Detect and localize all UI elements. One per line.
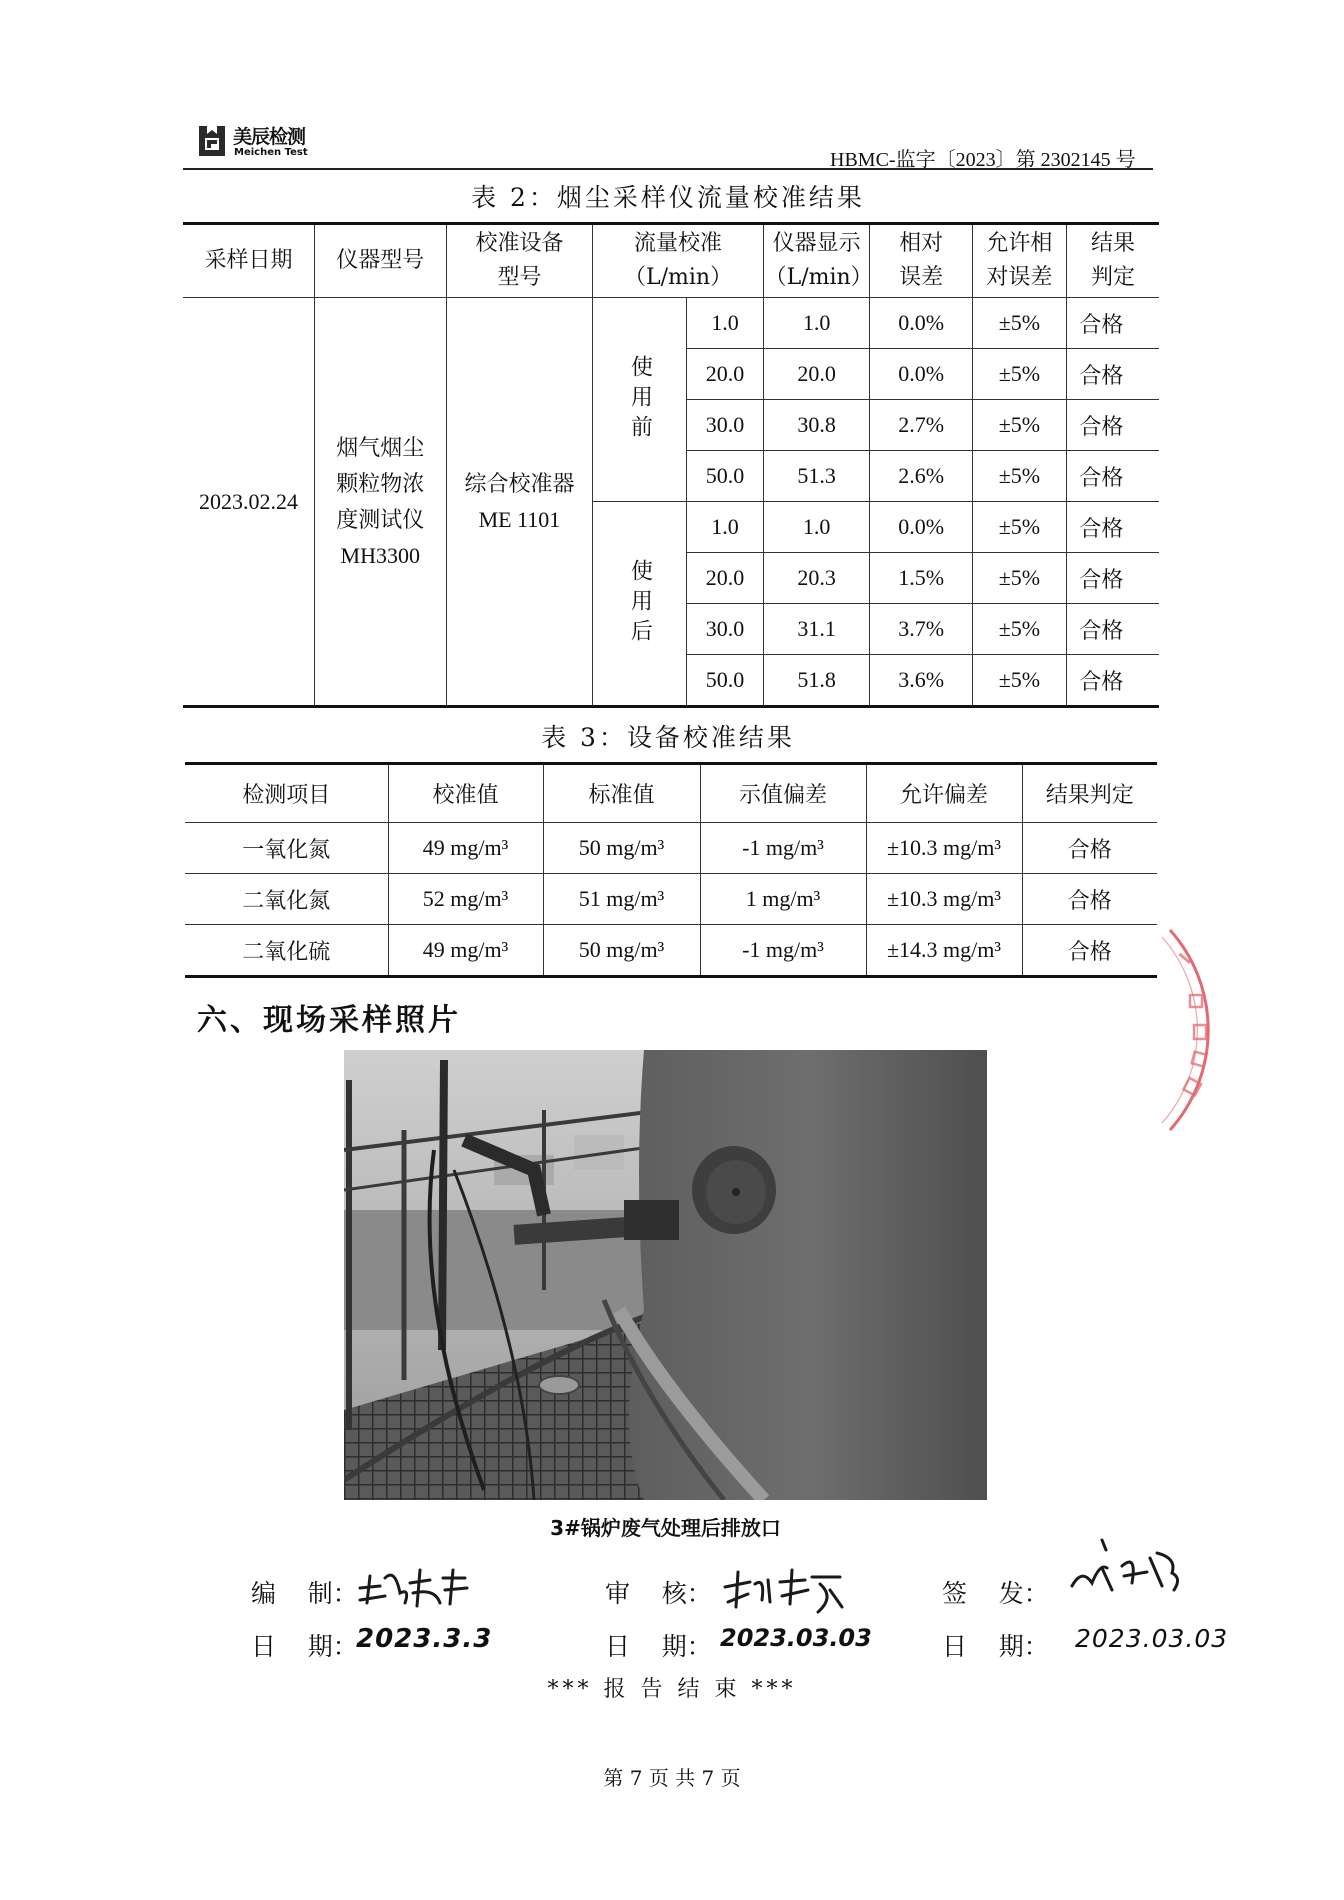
company-logo	[197, 120, 337, 164]
std-cell: 51 mg/m³	[543, 874, 700, 925]
table-row	[185, 874, 1157, 925]
trailing-cell	[1136, 553, 1159, 604]
cal-cell: 49 mg/m³	[388, 823, 543, 874]
section-title: 六、现场采样照片	[197, 1003, 461, 1038]
flow-cell: 50.0	[687, 655, 763, 707]
trailing-cell	[1136, 451, 1159, 502]
calibrator-model: 综合校准器ME 1101	[446, 298, 593, 707]
error-cell: 3.6%	[870, 655, 972, 707]
column-header: 结果判定	[1067, 224, 1159, 298]
allowed-cell: ±14.3 mg/m³	[866, 925, 1022, 977]
allowed-cell: ±5%	[972, 400, 1066, 451]
trailing-cell	[1136, 502, 1159, 553]
compiler-date: 2023.3.3	[356, 1624, 493, 1654]
result-cell: 合格	[1067, 655, 1136, 707]
allowed-cell: ±5%	[972, 298, 1066, 349]
equipment-calibration-table	[185, 762, 1157, 978]
column-header: 相对误差	[870, 224, 972, 298]
column-header: 示值偏差	[700, 764, 866, 823]
result-cell: 合格	[1067, 502, 1136, 553]
instrument-model: 烟气烟尘颗粒物浓度测试仪MH3300	[314, 298, 446, 707]
item-cell: 一氧化氮	[185, 823, 388, 874]
logo-chinese-name: 美辰检测	[233, 126, 306, 148]
flow-calibration-table	[183, 222, 1159, 708]
dev-cell: 1 mg/m³	[700, 874, 866, 925]
reviewer-date-label: 日 期：	[605, 1632, 712, 1661]
sampling-date: 2023.02.24	[183, 298, 314, 707]
column-header: 仪器显示（L/min）	[763, 224, 870, 298]
error-cell: 2.7%	[870, 400, 972, 451]
allowed-cell: ±10.3 mg/m³	[866, 823, 1022, 874]
display-cell: 1.0	[763, 502, 870, 553]
page-number: 第 7 页 共 7 页	[603, 1766, 741, 1790]
compiler-label: 编 制：	[251, 1579, 358, 1608]
flow-cell: 20.0	[687, 553, 763, 604]
item-cell: 二氧化氮	[185, 874, 388, 925]
allowed-cell: ±5%	[972, 553, 1066, 604]
display-cell: 31.1	[763, 604, 870, 655]
photo-caption: 3#锅炉废气处理后排放口	[550, 1516, 781, 1540]
allowed-cell: ±5%	[972, 349, 1066, 400]
issuer-signature-icon	[1062, 1538, 1192, 1598]
display-cell: 20.3	[763, 553, 870, 604]
error-cell: 2.6%	[870, 451, 972, 502]
column-header: 检测项目	[185, 764, 388, 823]
error-cell: 0.0%	[870, 349, 972, 400]
allowed-cell: ±5%	[972, 655, 1066, 707]
result-cell: 合格	[1067, 604, 1136, 655]
cal-cell: 49 mg/m³	[388, 925, 543, 977]
display-cell: 20.0	[763, 349, 870, 400]
result-cell: 合格	[1022, 925, 1157, 977]
display-cell: 30.8	[763, 400, 870, 451]
result-cell: 合格	[1067, 400, 1136, 451]
issuer-label: 签 发：	[942, 1579, 1049, 1608]
company-seal-icon	[1160, 925, 1230, 1135]
issuer-date: 2023.03.03	[1075, 1624, 1229, 1653]
column-header: 流量校准（L/min）	[593, 224, 763, 298]
report-number: HBMC-监字〔2023〕第 2302145 号	[830, 149, 1136, 171]
error-cell: 0.0%	[870, 502, 972, 553]
cal-cell: 52 mg/m³	[388, 874, 543, 925]
result-cell: 合格	[1022, 823, 1157, 874]
logo-english-name: Meichen Test	[234, 147, 308, 158]
compiler-signature-icon	[355, 1558, 475, 1610]
column-header: 采样日期	[183, 224, 314, 298]
issuer-date-label: 日 期：	[942, 1632, 1049, 1661]
table-row	[185, 823, 1157, 874]
column-header: 校准值	[388, 764, 543, 823]
flow-cell: 50.0	[687, 451, 763, 502]
column-header: 结果判定	[1022, 764, 1157, 823]
display-cell: 51.3	[763, 451, 870, 502]
column-header: 允许相对误差	[972, 224, 1066, 298]
table-header-row	[183, 224, 1159, 298]
reviewer-signature-icon	[720, 1562, 850, 1617]
table3-caption: 表 3：设备校准结果	[541, 723, 795, 752]
column-header: 允许偏差	[866, 764, 1022, 823]
trailing-cell	[1136, 604, 1159, 655]
table-row	[183, 298, 1159, 349]
allowed-cell: ±5%	[972, 502, 1066, 553]
after-use-label: 使用后	[593, 502, 687, 707]
logo-mark-icon	[197, 122, 227, 158]
trailing-cell	[1136, 655, 1159, 707]
item-cell: 二氧化硫	[185, 925, 388, 977]
sampling-site-photo	[344, 1050, 987, 1500]
compiler-date-label: 日 期：	[251, 1632, 358, 1661]
result-cell: 合格	[1067, 553, 1136, 604]
display-cell: 51.8	[763, 655, 870, 707]
column-header: 标准值	[543, 764, 700, 823]
trailing-cell	[1136, 349, 1159, 400]
column-header: 校准设备型号	[446, 224, 593, 298]
column-header: 仪器型号	[314, 224, 446, 298]
before-use-label: 使用前	[593, 298, 687, 502]
allowed-cell: ±5%	[972, 604, 1066, 655]
table-row	[185, 925, 1157, 977]
error-cell: 1.5%	[870, 553, 972, 604]
dev-cell: -1 mg/m³	[700, 925, 866, 977]
result-cell: 合格	[1067, 298, 1136, 349]
std-cell: 50 mg/m³	[543, 823, 700, 874]
table-header-row	[185, 764, 1157, 823]
error-cell: 3.7%	[870, 604, 972, 655]
std-cell: 50 mg/m³	[543, 925, 700, 977]
error-cell: 0.0%	[870, 298, 972, 349]
header-divider	[183, 168, 1153, 170]
trailing-cell	[1136, 298, 1159, 349]
reviewer-date: 2023.03.03	[720, 1624, 872, 1652]
flow-cell: 30.0	[687, 604, 763, 655]
flow-cell: 20.0	[687, 349, 763, 400]
allowed-cell: ±5%	[972, 451, 1066, 502]
flow-cell: 1.0	[687, 502, 763, 553]
reviewer-label: 审 核：	[605, 1579, 712, 1608]
table2-caption: 表 2：烟尘采样仪流量校准结果	[471, 183, 865, 212]
report-end-marker: *** 报 告 结 束 ***	[547, 1677, 797, 1702]
trailing-cell	[1136, 400, 1159, 451]
allowed-cell: ±10.3 mg/m³	[866, 874, 1022, 925]
flow-cell: 30.0	[687, 400, 763, 451]
display-cell: 1.0	[763, 298, 870, 349]
result-cell: 合格	[1022, 874, 1157, 925]
result-cell: 合格	[1067, 349, 1136, 400]
dev-cell: -1 mg/m³	[700, 823, 866, 874]
result-cell: 合格	[1067, 451, 1136, 502]
flow-cell: 1.0	[687, 298, 763, 349]
